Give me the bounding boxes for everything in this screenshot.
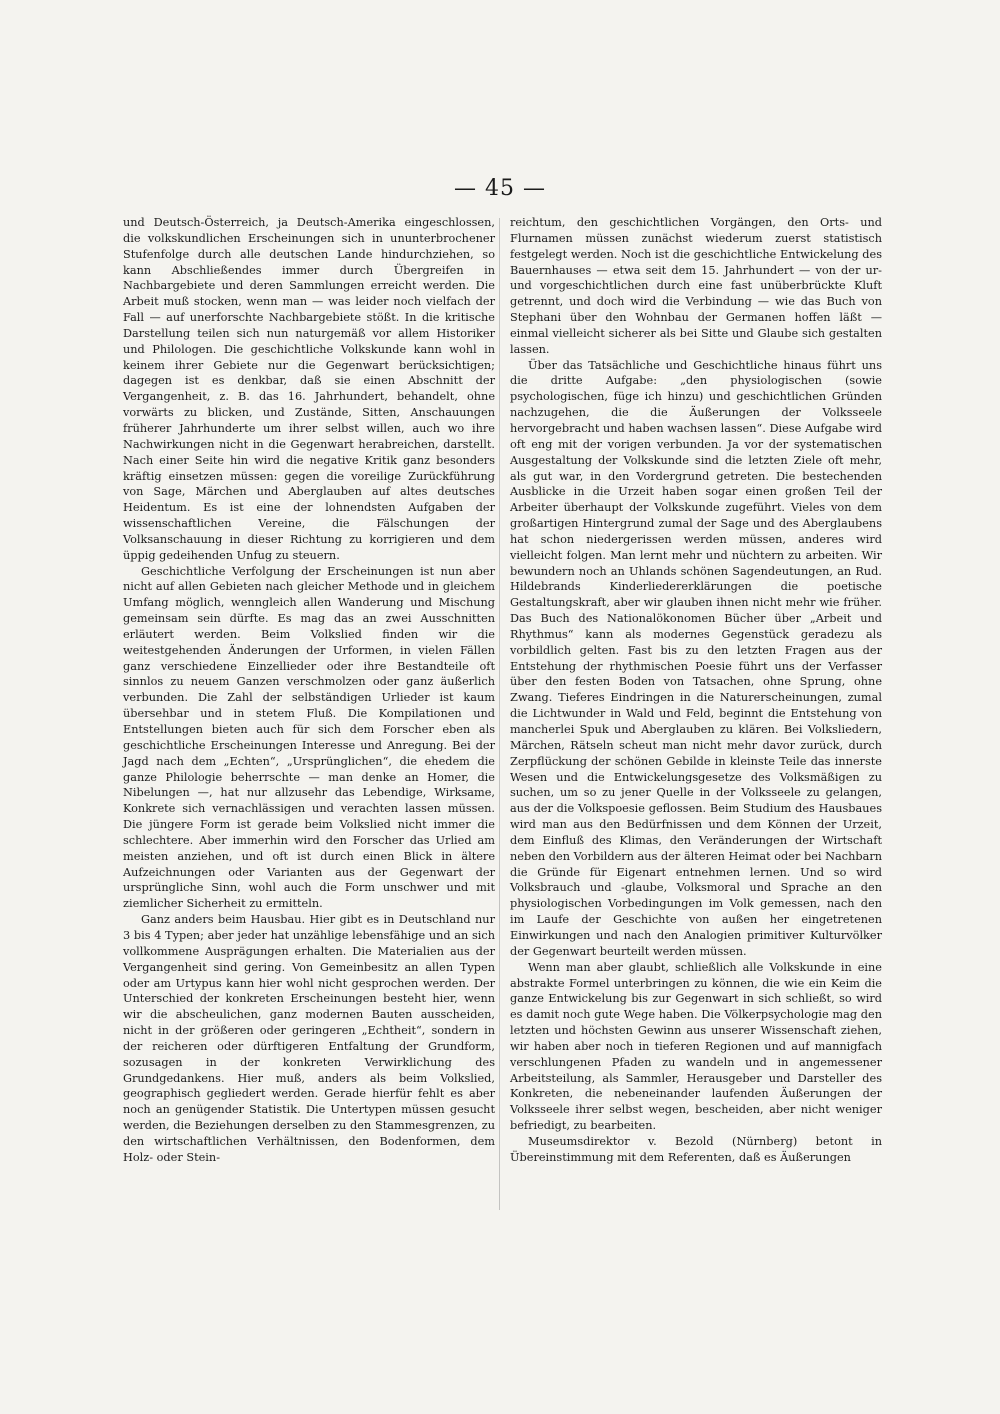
left-paragraph-3: Ganz anders beim Hausbau. Hier gibt es in Deutschland nur 3 bis 4 Typen; aber jeder hat unzählige lebensfähige und an sich vollkommene Ausprägungen erhalten. Die Materialien aus der Vergangenheit sind gering. Von Gemeinbesitz an allen Typen oder am Urtypus kann hier wohl nicht gesprochen werden. Der Unterschied der konkreten Erscheinungen besteht hier, wenn wir die abscheulichen, ganz modernen Bauten ausscheiden, nicht in der größeren oder geringeren „Echtheit“, sondern in der reicheren oder dürftigeren Entfaltung der Grundform, sozusagen in der konkreten Verwirklichung des Grundgedankens. Hier muß, anders als beim Volkslied, geographisch gegliedert werden. Gerade hierfür fehlt es aber noch an genügender Statistik. Die Untertypen müssen gesucht werden, die Beziehungen derselben zu den Stammesgrenzen, zu den wirtschaftlichen Verhältnissen, den Bodenformen, dem Holz- oder Stein- (123, 913, 495, 1164)
left-paragraph-1: und Deutsch-Österreich, ja Deutsch-Amerika eingeschlossen, die volkskundlichen Erscheinungen sich in ununterbrochener Stufenfolge durch alle deutschen Lande hindurchziehen, so kann Abschließendes immer durch Übergreifen in Nachbargebiete und deren Sammlungen erreicht werden. Die Arbeit muß stocken, wenn man — was leider noch vielfach der Fall — auf unerforschte Nachbargebiete stößt. In die kritische Darstellung teilen sich nun naturgemäß vor allem Historiker und Philologen. Die geschichtliche Volkskunde kann wohl in keinem ihrer Gebiete nur die Gegenwart berücksichtigen; dagegen ist es denkbar, daß sie einen Abschnitt der Vergangenheit, z. B. das 16. Jahrhundert, behandelt, ohne vorwärts zu blicken, und Zustände, Sitten, Anschauungen früherer Jahrhunderte um ihrer selbst willen, auch wo ihre Nachwirkungen nicht in die Gegenwart herabreichen, darstellt. Nach einer Seite hin wird die negative Kritik ganz besonders kräftig einsetzen müssen: gegen die voreilige Zurückführung von Sage, Märchen und Aberglauben auf altes deutsches Heidentum. Es ist eine der lohnendsten Aufgaben der wissenschaftlichen Vereine, die Fälschungen der Volksanschauung in dieser Richtung zu korrigieren und dem üppig gedeihenden Unfug zu steuern. (123, 216, 495, 562)
right-paragraph-3: Wenn man aber glaubt, schließlich alle Volkskunde in eine abstrakte Formel unterbringen zu können, die wie ein Keim die ganze Entwickelung bis zur Gegenwart in sich schließt, so wird es damit noch gute Wege haben. Die Völkerpsychologie mag den letzten und höchsten Gewinn aus unserer Wissenschaft ziehen, wir haben aber noch in tieferen Regionen und auf mannigfach verschlungenen Pfaden zu wandeln und in angemessener Arbeitsteilung, als Sammler, Herausgeber und Darsteller des Konkreten, die nebeneinander laufenden Äußerungen der Volksseele ihrer selbst wegen, bescheiden, aber nicht weniger befriedigt, zu bearbeiten. (510, 960, 882, 1133)
right-paragraph-2: Über das Tatsächliche und Geschichtliche hinaus führt uns die dritte Aufgabe: „den physiologischen (sowie psychologischen, füge ich hinzu) und geschichtlichen Gründen nachzugehen, die die Äußerungen der Volksseele hervorgebracht und haben wachsen lassen“. Diese Aufgabe wird oft eng mit der vorigen verbunden. Ja vor der systematischen Ausgestaltung der Volkskunde sind die letzten Ziele oft mehr, als gut war, in den Vordergrund getreten. Die bestechenden Ausblicke in die Urzeit haben sogar einen großen Teil der Arbeiter überhaupt der Volkskunde zugeführt. Vieles von dem großartigen Hintergrund zumal der Sage und des Aberglaubens hat schon niedergerissen werden müssen, anderes wird vielleicht folgen. Man lernt mehr und nüchtern zu arbeiten. Wir bewundern noch an Uhlands schönen Sagendeutungen, an Rud. Hildebrands Kinderliedererklärungen die poetische Gestaltungskraft, aber wir glauben ihnen nicht mehr wie früher. Das Buch des Nationalökonomen Bücher über „Arbeit und Rhythmus“ kann als modernes Gegenstück geradezu als vorbildlich gelten. Fast bis zu den letzten Fragen aus der Entstehung der rhythmischen Poesie führt uns der Verfasser über den festen Boden von Tatsachen, ohne Sprung, ohne Zwang. Tieferes Eindringen in die Naturerscheinungen, zumal die Lichtwunder in Wald und Feld, beginnt die Entstehung von mancherlei Spuk und Aberglauben zu klären. Bei Volksliedern, Märchen, Rätseln scheut man nicht mehr davor zurück, durch Zerpflückung der schönen Gebilde in kleinste Teile das innerste Wesen und die Entwickelungsgesetze des Volksmäßigen zu suchen, um so zu jener Quelle in der Volksseele zu gelangen, aus der die Volkspoesie geflossen. Beim Studium des Hausbaues wird man aus den Bedürfnissen und dem Können der Urzeit, dem Einfluß des Klimas, den Veränderungen der Wirtschaft neben den Vorbildern aus der älteren Heimat oder bei Nachbarn die Gründe für Eigenart entnehmen lernen. Und so wird Volksbrauch und -glaube, Volksmoral und Sprache an den physiologischen Vorbedingungen im Volk gemessen, nach den im Laufe der Geschichte von außen her eingetretenen Einwirkungen und nach den Analogien primitiver Kulturvölker der Gegenwart beurteilt werden müssen. (510, 358, 882, 958)
right-column (510, 215, 882, 1166)
left-column (123, 215, 495, 1166)
column-divider (499, 218, 500, 1210)
page-number: — 45 — (454, 176, 546, 201)
left-paragraph-2: Geschichtliche Verfolgung der Erscheinungen ist nun aber nicht auf allen Gebieten nach gleicher Methode und in gleichem Umfang möglich, wenngleich allen Wanderung und Mischung gemeinsam sein dürfte. Es mag das an zwei Ausschnitten erläutert werden. Beim Volkslied finden wir die weitestgehenden Änderungen der Urformen, in vielen Fällen ganz verschiedene Einzellieder oder ihre Bestandteile oft sinnlos zu neuem Ganzen verschmolzen oder ganz äußerlich verbunden. Die Zahl der selbständigen Urlieder ist kaum übersehbar und in stetem Fluß. Die Kompilationen und Entstellungen bieten auch für sich dem Forscher eben als geschichtliche Erscheinungen Interesse und Anregung. Bei der Jagd nach dem „Echten“, „Ursprünglichen“, die ehedem die ganze Philologie beherrschte — man denke an Homer, die Nibelungen —, hat nur allzusehr das Lebendige, Wirksame, Konkrete sich vernachlässigen und verachten lassen müssen. Die jüngere Form ist gerade beim Volkslied nicht immer die schlechtere. Aber immerhin wird den Forscher das Urlied am meisten anziehen, und oft ist durch einen Blick in ältere Aufzeichnungen oder Varianten aus der Gegenwart der ursprüngliche Sinn, wohl auch die Form unschwer und mit ziemlicher Sicherheit zu ermitteln. (123, 564, 495, 911)
right-paragraph-4: Museumsdirektor v. Bezold (Nürnberg) betont in Übereinstimmung mit dem Referenten, daß es Äußerungen (510, 1134, 882, 1164)
right-paragraph-1: reichtum, den geschichtlichen Vorgängen, den Orts- und Flurnamen müssen zunächst wiederum zuerst statistisch festgelegt werden. Noch ist die geschichtliche Entwickelung des Bauernhauses — etwa seit dem 15. Jahrhundert — von der ur- und vorgeschichtlichen durch eine fast unüberbrückte Kluft getrennt, und doch wird die Verbindung — wie das Buch von Stephani über den Wohnbau der Germanen hoffen läßt — einmal vielleicht sicherer als bei Sitte und Glaube sich gestalten lassen. (510, 216, 882, 356)
